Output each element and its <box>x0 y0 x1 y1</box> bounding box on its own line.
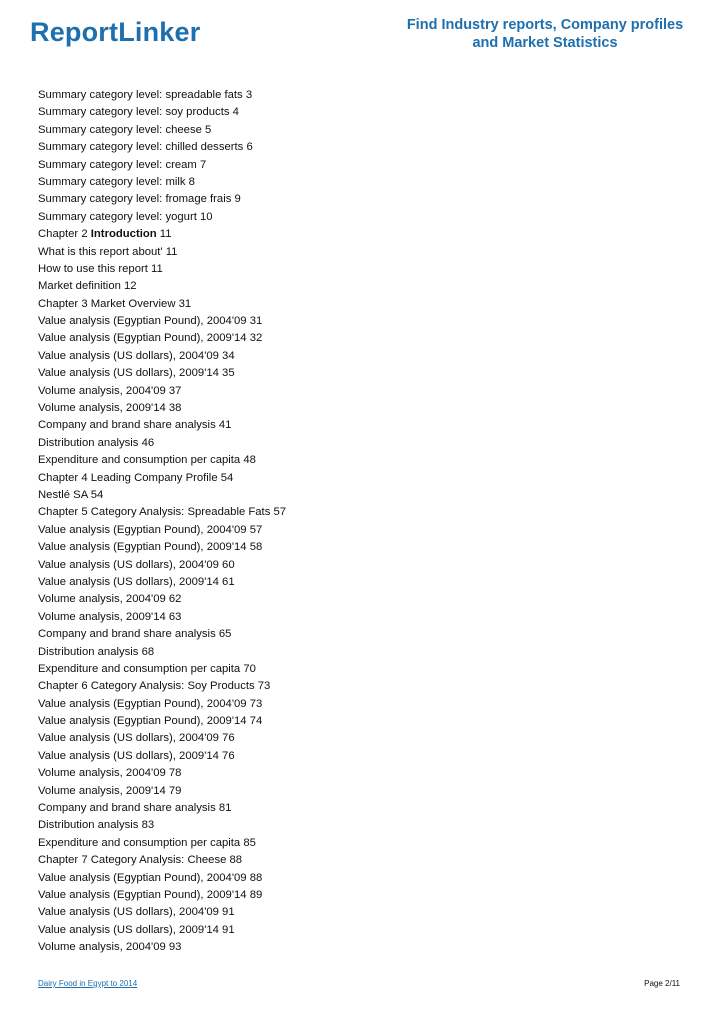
toc-entry: Value analysis (US dollars), 2009'14 76 <box>38 749 235 762</box>
toc-entry: Summary category level: chilled desserts 6 <box>38 141 253 154</box>
toc-entry: Distribution analysis 46 <box>38 436 155 449</box>
toc-entry: Expenditure and consumption per capita 48 <box>38 454 256 467</box>
toc-entry: Value analysis (Egyptian Pound), 2004'09 57 <box>38 523 263 536</box>
page-header <box>0 0 728 70</box>
toc-entry: What is this report about' 11 <box>38 245 178 258</box>
toc-entry: Volume analysis, 2004'09 37 <box>38 384 182 397</box>
toc-entry-bold: Introduction <box>90 228 157 241</box>
toc-entry: Summary category level: spreadable fats 3 <box>38 89 253 101</box>
toc-entry: Summary category level: fromage frais 9 <box>38 193 241 206</box>
toc-entry: Nestlé SA 54 <box>38 488 104 501</box>
toc-entry: Chapter 3 Market Overview 31 <box>38 297 192 310</box>
toc-entry-suffix: 11 <box>156 228 172 241</box>
tagline-line-1: Find Industry reports, Company profiles <box>406 17 684 33</box>
report-title-link[interactable]: Dairy Food in Egypt to 2014 <box>38 979 138 988</box>
tagline-line-2: and Market Statistics <box>472 35 618 51</box>
toc-entry: Summary category level: milk 8 <box>38 175 195 188</box>
toc-entry <box>38 226 678 243</box>
toc-entry: Summary category level: yogurt 10 <box>38 210 213 223</box>
toc-entry: Value analysis (Egyptian Pound), 2009'14 89 <box>38 888 263 901</box>
toc-entry: Value analysis (Egyptian Pound), 2004'09 88 <box>38 871 263 884</box>
toc-entry: Value analysis (Egyptian Pound), 2004'09 31 <box>38 315 263 328</box>
toc-entry: Value analysis (US dollars), 2004'09 34 <box>38 349 235 362</box>
toc-entry: Chapter 4 Leading Company Profile 54 <box>38 471 234 484</box>
toc-entry: Volume analysis, 2004'09 78 <box>38 767 182 780</box>
toc-entry: Summary category level: cheese 5 <box>38 123 212 136</box>
toc-entry: Volume analysis, 2004'09 93 <box>38 941 182 954</box>
brand-logo[interactable]: ReportLinker <box>30 17 201 47</box>
toc-entry: Value analysis (US dollars), 2009'14 61 <box>38 575 235 588</box>
page-footer <box>38 979 680 999</box>
toc-entry: Value analysis (US dollars), 2004'09 76 <box>38 732 235 745</box>
table-of-contents <box>38 87 678 957</box>
toc-entry: Summary category level: cream 7 <box>38 158 207 171</box>
toc-entry: Volume analysis, 2009'14 63 <box>38 610 182 623</box>
header-tagline <box>380 16 710 52</box>
toc-entry: Value analysis (Egyptian Pound), 2009'14 74 <box>38 715 263 728</box>
toc-entry: Volume analysis, 2009'14 38 <box>38 402 182 415</box>
toc-entry: Value analysis (Egyptian Pound), 2004'09 73 <box>38 697 263 710</box>
toc-entry: Chapter 7 Category Analysis: Cheese 88 <box>38 854 243 867</box>
toc-entry: Chapter 6 Category Analysis: Soy Products 73 <box>38 680 271 693</box>
toc-entry: Summary category level: soy products 4 <box>38 106 239 119</box>
page-number: Page 2/11 <box>644 979 680 988</box>
toc-entry-prefix: Chapter 2 <box>38 228 91 241</box>
toc-entry: How to use this report 11 <box>38 262 163 275</box>
toc-entry: Distribution analysis 83 <box>38 819 155 832</box>
toc-entry: Volume analysis, 2009'14 79 <box>38 784 182 797</box>
toc-entry: Company and brand share analysis 65 <box>38 628 232 641</box>
toc-entry: Expenditure and consumption per capita 70 <box>38 662 256 675</box>
toc-entry: Value analysis (US dollars), 2004'09 91 <box>38 906 235 919</box>
toc-entry: Company and brand share analysis 41 <box>38 419 232 432</box>
toc-entry: Expenditure and consumption per capita 85 <box>38 836 256 849</box>
toc-entry: Market definition 12 <box>38 280 137 293</box>
toc-entry: Value analysis (US dollars), 2004'09 60 <box>38 558 235 571</box>
toc-entry: Value analysis (Egyptian Pound), 2009'14 32 <box>38 332 263 345</box>
toc-entry: Value analysis (Egyptian Pound), 2009'14 58 <box>38 541 263 554</box>
toc-entry: Company and brand share analysis 81 <box>38 802 232 815</box>
toc-entry: Value analysis (US dollars), 2009'14 91 <box>38 923 235 936</box>
toc-entry: Value analysis (US dollars), 2009'14 35 <box>38 367 235 380</box>
toc-entry: Volume analysis, 2004'09 62 <box>38 593 182 606</box>
toc-entry: Chapter 5 Category Analysis: Spreadable Fats 57 <box>38 506 287 519</box>
toc-entry: Distribution analysis 68 <box>38 645 155 658</box>
